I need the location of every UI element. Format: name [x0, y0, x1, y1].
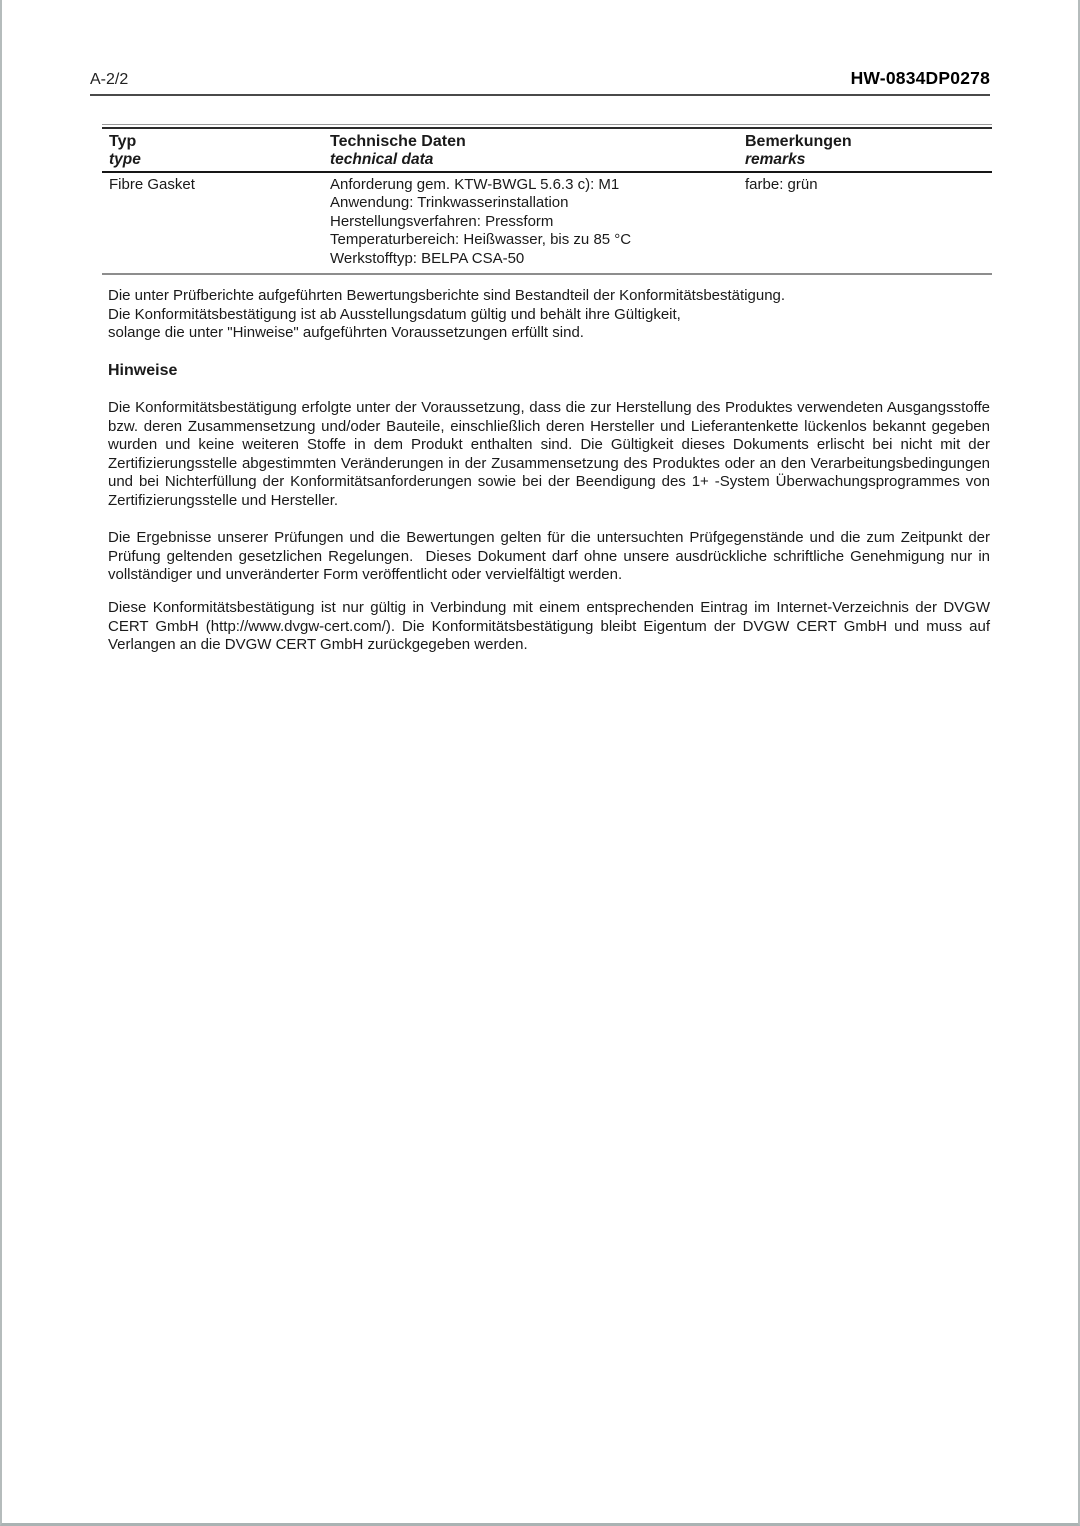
column-header-en: remarks — [745, 151, 806, 168]
technical-data-line: Temperaturbereich: Heißwasser, bis zu 85 °C — [330, 231, 632, 249]
hinweise-paragraph-1: Die Konformitätsbestätigung erfolgte unter der Voraussetzung, dass die zur Herstellung des Produktes verwendeten Ausgangsstoffe bzw. deren Zusammensetzung und/oder Bauteile, einschließlich deren Hersteller und Lieferantenkette lückenlos bekannt gegeben wurden und keine weiteren Stoffe in dem Produkt enthalten sind. Die Gültigkeit dieses Dokuments erlischt bei nicht mit der Zertifizierungsstelle abgestimmten Veränderungen in der Zusammensetzung des Produktes oder an den Verarbeitungsbedingungen und bei Nichterfüllung der Konformitätsanforderungen sowie bei der Beendigung des 1+ -System Überwachungsprogrammes von Zertifizierungsstelle und Hersteller. — [108, 399, 995, 509]
column-header-en: type — [109, 151, 141, 168]
column-header-de: Typ — [109, 133, 137, 150]
validity-note — [108, 287, 992, 343]
validity-note-line: solange die unter "Hinweise" aufgeführten Voraussetzungen erfüllt sind. — [108, 324, 584, 342]
technical-data-line: Anforderung gem. KTW-BWGL 5.6.3 c): M1 — [330, 176, 620, 193]
technical-data-line: Werkstofftyp: BELPA CSA-50 — [330, 249, 525, 267]
validity-note-line: Die Konformitätsbestätigung ist ab Ausstellungsdatum gültig und behält ihre Gültigkeit, — [108, 305, 681, 323]
table-header-row — [102, 129, 992, 173]
hinweise-paragraph-2: Die Ergebnisse unserer Prüfungen und die Bewertungen gelten für die untersuchten Prüfgegenstände und die zum Zeitpunkt der Prüfung geltenden gesetzlichen Regelungen. Dieses Dokument darf ohne unsere ausdrückliche schriftliche Genehmigung nur in vollständiger und unveränderter Form veröffentlicht oder vervielfältigt werden. — [108, 529, 995, 584]
column-header-typ — [102, 132, 330, 169]
document-header — [90, 68, 990, 96]
technical-data-line: Anwendung: Trinkwasserinstallation — [330, 194, 569, 212]
cell-technical-data — [330, 176, 745, 268]
cell-remarks: farbe: grün — [745, 176, 818, 193]
cell-type: Fibre Gasket — [109, 176, 195, 193]
document-number: HW-0834DP0278 — [850, 68, 990, 88]
technical-data-line: Herstellungsverfahren: Pressform — [330, 212, 554, 230]
hinweise-heading: Hinweise — [108, 362, 178, 379]
table-row — [102, 173, 992, 275]
column-header-technische-daten — [330, 132, 745, 169]
column-header-bemerkungen — [745, 132, 992, 169]
column-header-de: Bemerkungen — [745, 133, 852, 150]
column-header-en: technical data — [330, 151, 434, 168]
validity-note-line: Die unter Prüfberichte aufgeführten Bewertungsberichte sind Bestandteil der Konformitätsbestätigung. — [108, 287, 786, 304]
hinweise-paragraph-3: Diese Konformitätsbestätigung ist nur gültig in Verbindung mit einem entsprechenden Eintrag im Internet-Verzeichnis der DVGW CERT GmbH (http://www.dvgw-cert.com/). Die Konformitätsbestätigung bleibt Eigentum der DVGW CERT GmbH und muss auf Verlangen an die DVGW CERT GmbH zurückgegeben werden. — [108, 599, 995, 654]
specification-table — [102, 124, 992, 275]
column-header-de: Technische Daten — [330, 133, 466, 150]
page-number-label: A-2/2 — [90, 71, 129, 88]
